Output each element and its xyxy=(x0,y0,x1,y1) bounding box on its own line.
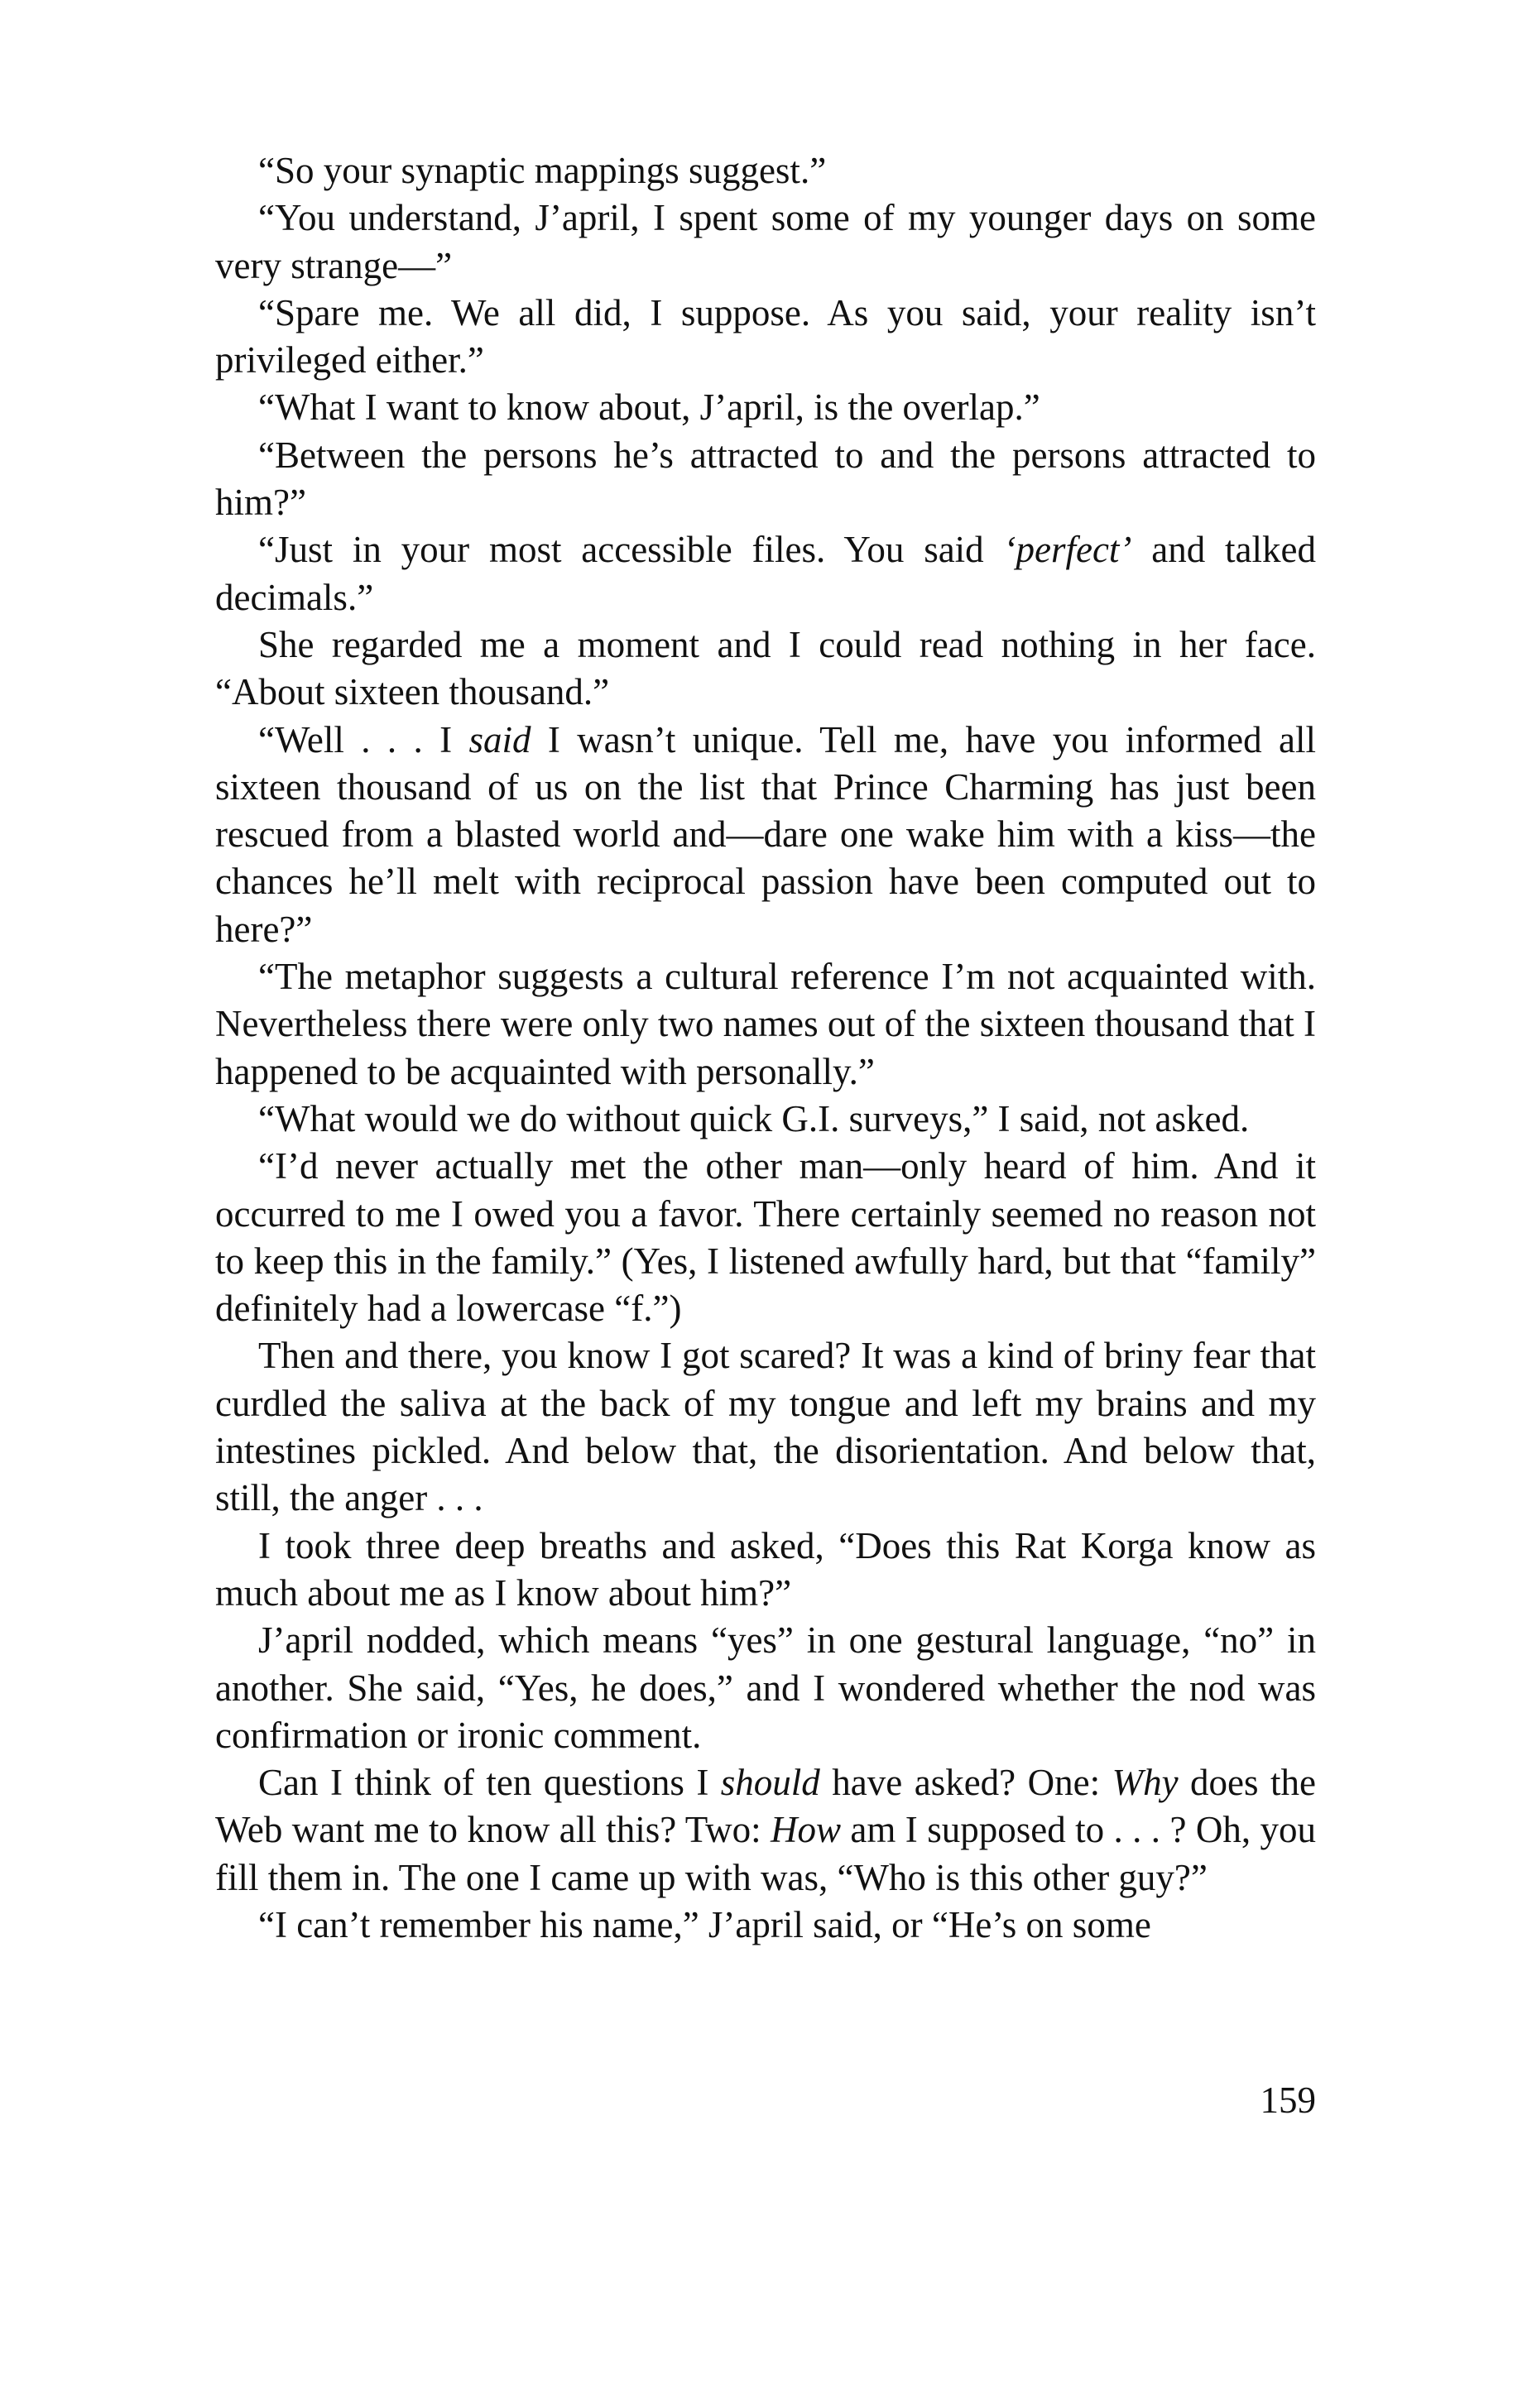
paragraph xyxy=(215,432,1316,527)
paragraph xyxy=(215,526,1316,621)
text-run: “What I want to know about, J’april, is the overlap.” xyxy=(258,386,1040,429)
text-run: “So your synaptic mappings suggest.” xyxy=(258,150,827,191)
italic-text: ‘perfect’ xyxy=(1003,529,1132,571)
text-run: “Spare me. We all did, I suppose. As you said, your reality isn’t privileged either.” xyxy=(215,291,1316,381)
paragraph xyxy=(215,1096,1316,1143)
paragraph xyxy=(215,1759,1316,1902)
text-run: “Well . . . I xyxy=(258,718,469,760)
paragraph xyxy=(215,1523,1316,1618)
page-number: 159 xyxy=(1260,2079,1316,2121)
text-run: Then and there, you know I got scared? It was a kind of briny fear that curdled the saliva at the back of my tongue and left my brains and my intestines pickled. And below that, the disorientation. And below that, still, the anger . . . xyxy=(215,1335,1316,1519)
text-run: “What would we do without quick G.I. surveys,” I said, not asked. xyxy=(258,1097,1250,1139)
paragraph xyxy=(215,1143,1316,1332)
text-run: does the Web want me to know all this? Two: xyxy=(215,1762,1316,1851)
text-run: “Just in your most accessible files. You said xyxy=(258,529,1004,571)
text-run: J’april nodded, which means “yes” in one gestural language, “no” in another. She said, “Yes, he does,” and I wondered whether the nod was confirmation or ironic comment. xyxy=(215,1619,1316,1756)
paragraph xyxy=(215,147,1316,194)
text-run: She regarded me a moment and I could read nothing in her face. “About sixteen thousand.” xyxy=(215,623,1316,713)
paragraph xyxy=(215,1617,1316,1759)
italic-text: How xyxy=(771,1809,842,1851)
text-run: “Between the persons he’s attracted to and the persons attracted to him?” xyxy=(215,434,1316,524)
paragraph xyxy=(215,621,1316,717)
italic-text: said xyxy=(468,718,531,760)
text-run: and talked decimals.” xyxy=(215,529,1316,618)
italic-text: should xyxy=(720,1762,820,1804)
paragraph xyxy=(215,953,1316,1096)
text-run: have asked? One: xyxy=(819,1762,1112,1804)
italic-text: Why xyxy=(1112,1762,1179,1804)
paragraph xyxy=(215,1902,1316,1949)
text-run: “I can’t remember his name,” J’april said, or “He’s on some xyxy=(258,1903,1151,1945)
text-run: “The metaphor suggests a cultural reference I’m not acquainted with. Nevertheless there were only two names out of the sixteen thousand that I happened to be acquainted with personally.” xyxy=(215,956,1316,1092)
text-run: “I’d never actually met the other man—only heard of him. And it occurred to me I owed you a favor. There certainly seemed no reason not to keep this in the family.” (Yes, I listened awfully hard, but that “family” definitely had a lowercase “f.”) xyxy=(215,1145,1316,1330)
text-run: I wasn’t unique. Tell me, have you informed all sixteen thousand of us on the list that Prince Charming has just been rescued from a blasted world and—dare one wake him with a kiss—the chances he’ll melt with reciprocal passion have been computed out to here?” xyxy=(215,718,1316,950)
paragraph xyxy=(215,384,1316,431)
text-run: “You understand, J’april, I spent some of my younger days on some very strange—” xyxy=(215,197,1316,286)
paragraph xyxy=(215,717,1316,953)
paragraph xyxy=(215,194,1316,290)
text-run: Can I think of ten questions I xyxy=(258,1762,721,1804)
paragraph xyxy=(215,290,1316,385)
paragraph xyxy=(215,1332,1316,1522)
text-run: am I supposed to . . . ? Oh, you fill them in. The one I came up with was, “Who is this other guy?” xyxy=(215,1809,1316,1898)
text-run: I took three deep breaths and asked, “Does this Rat Korga know as much about me as I know about him?” xyxy=(215,1524,1316,1614)
body-text xyxy=(215,147,1316,1949)
